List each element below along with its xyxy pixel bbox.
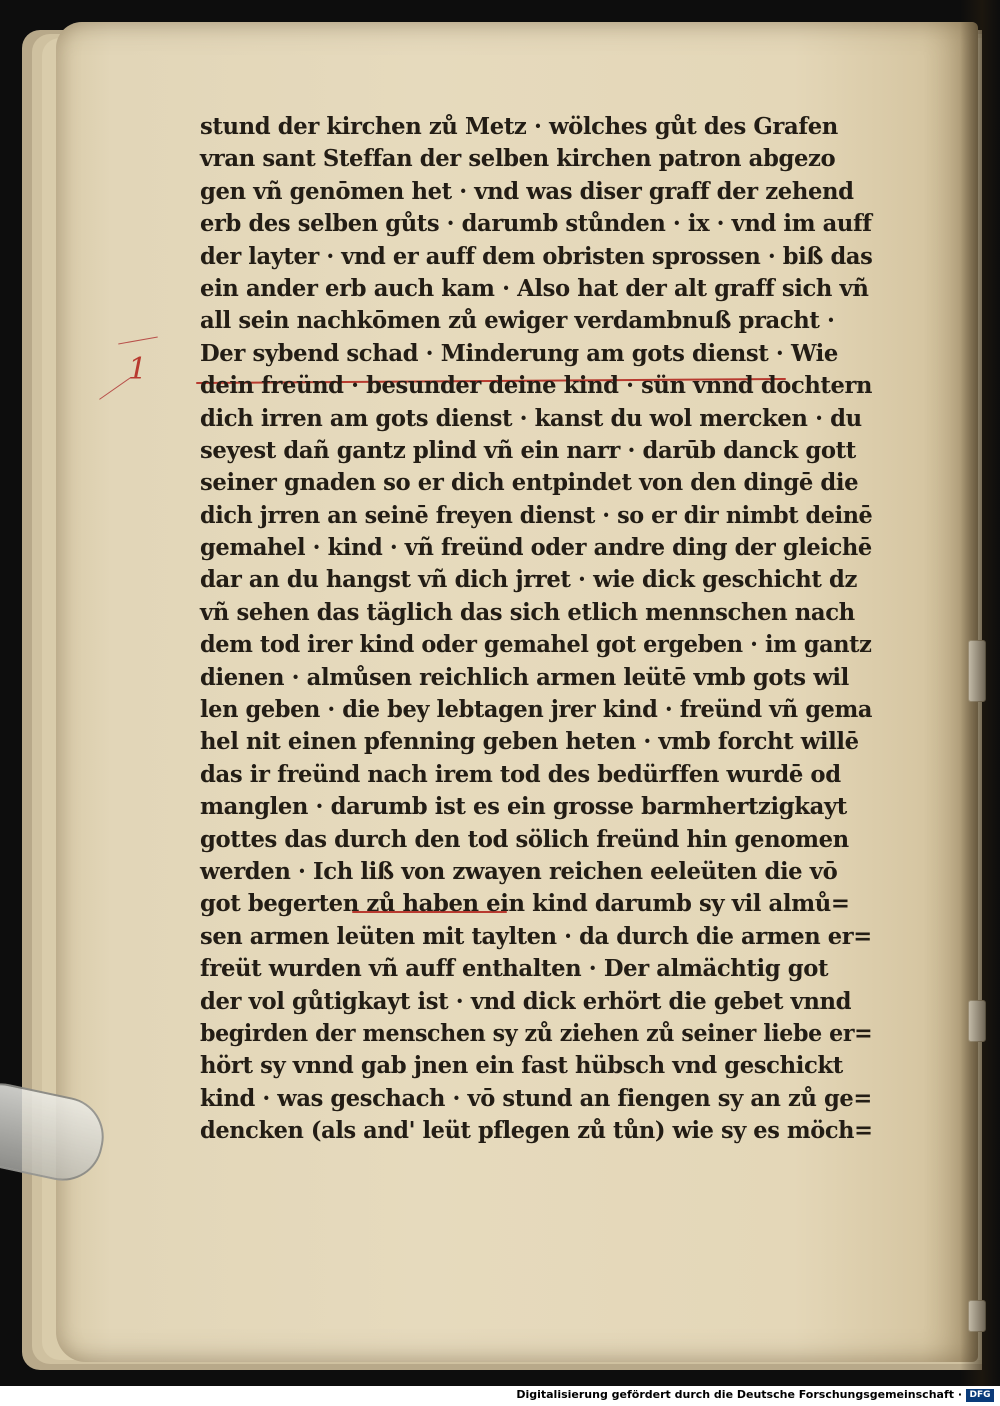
text-line: seyest dañ gantz plind vñ ein narr · darūb danck gott [200, 436, 856, 464]
funding-credit: Digitalisierung gefördert durch die Deutsche Forschungsgemeinschaft · [516, 1388, 962, 1401]
text-block [200, 111, 880, 1148]
text-line: dencken (als and' leüt pflegen zů tůn) wie sy es möch= [200, 1117, 873, 1145]
text-line: werden · Ich liß von zwayen reichen eeleüten die vō [200, 857, 838, 885]
text-line: erb des selben gůts · darumb stůnden · ix · vnd im auff [200, 210, 872, 238]
margin-annotation: 1 [128, 352, 148, 387]
text-line: stund der kirchen zů Metz · wölches gůt des Grafen [200, 113, 838, 140]
text-line: gemahel · kind · vñ freünd oder andre ding der gleichē [200, 534, 872, 562]
text-line: Der sybend schad · Minderung am gots dienst · Wie [200, 339, 838, 367]
text-line: got begerten zů haben ein kind darumb sy vil almů= [200, 890, 850, 918]
text-line: dich irren am gots dienst · kanst du wol mercken · du [200, 404, 862, 432]
gutter-shadow [960, 0, 1000, 1386]
text-line: vñ sehen das täglich das sich etlich mennschen nach [200, 598, 855, 626]
text-line: dem tod irer kind oder gemahel got ergeben · im gantz [200, 631, 872, 659]
text-line: gottes das durch den tod sölich freünd hin genomen [200, 825, 849, 853]
text-line: hel nit einen pfenning geben heten · vmb forcht willē [200, 728, 859, 756]
text-line: dich jrren an seinē freyen dienst · so er dir nimbt deinē [200, 501, 873, 529]
footer-bar [0, 1386, 1000, 1406]
text-line: der layter · vnd er auff dem obristen sprossen · biß das [200, 242, 873, 270]
text-line: gen vñ genōmen het · vnd was diser graff der zehend [200, 177, 854, 205]
text-line: manglen · darumb ist es ein grosse barmhertzigkayt [200, 793, 847, 821]
text-line: all sein nachkōmen zů ewiger verdambnuß pracht · [200, 307, 835, 335]
text-line: seiner gnaden so er dich entpindet von den dingē die [200, 469, 859, 497]
text-line: kind · was geschach · vō stund an fiengen sy an zů ge= [200, 1084, 872, 1112]
text-line: vran sant Steffan der selben kirchen patron abgezo [200, 145, 836, 173]
text-line: sen armen leüten mit taylten · da durch die armen er= [200, 922, 872, 950]
text-line: dein freünd · besunder deine kind · sün vnnd dochtern [200, 372, 873, 400]
text-line: ein ander erb auch kam · Also hat der alt graff sich vñ [200, 274, 869, 302]
text-line: len geben · die bey lebtagen jrer kind · freünd vñ gema [200, 696, 873, 724]
text-line: der vol gůtigkayt ist · vnd dick erhört die gebet vnnd [200, 987, 852, 1015]
text-line: freüt wurden vñ auff enthalten · Der almächtig got [200, 955, 829, 983]
text-line: das ir freünd nach irem tod des bedürffen wurdē od [200, 760, 841, 788]
text-line: hört sy vnnd gab jnen ein fast hübsch vnd geschickt [200, 1052, 843, 1080]
text-line: dar an du hangst vñ dich jrret · wie dick geschicht dz [200, 566, 858, 594]
text-line: dienen · almůsen reichlich armen leütē vmb gots wil [200, 663, 849, 691]
text-line: begirden der menschen sy zů ziehen zů seiner liebe er= [200, 1019, 873, 1047]
dfg-logo: DFG [966, 1389, 994, 1402]
